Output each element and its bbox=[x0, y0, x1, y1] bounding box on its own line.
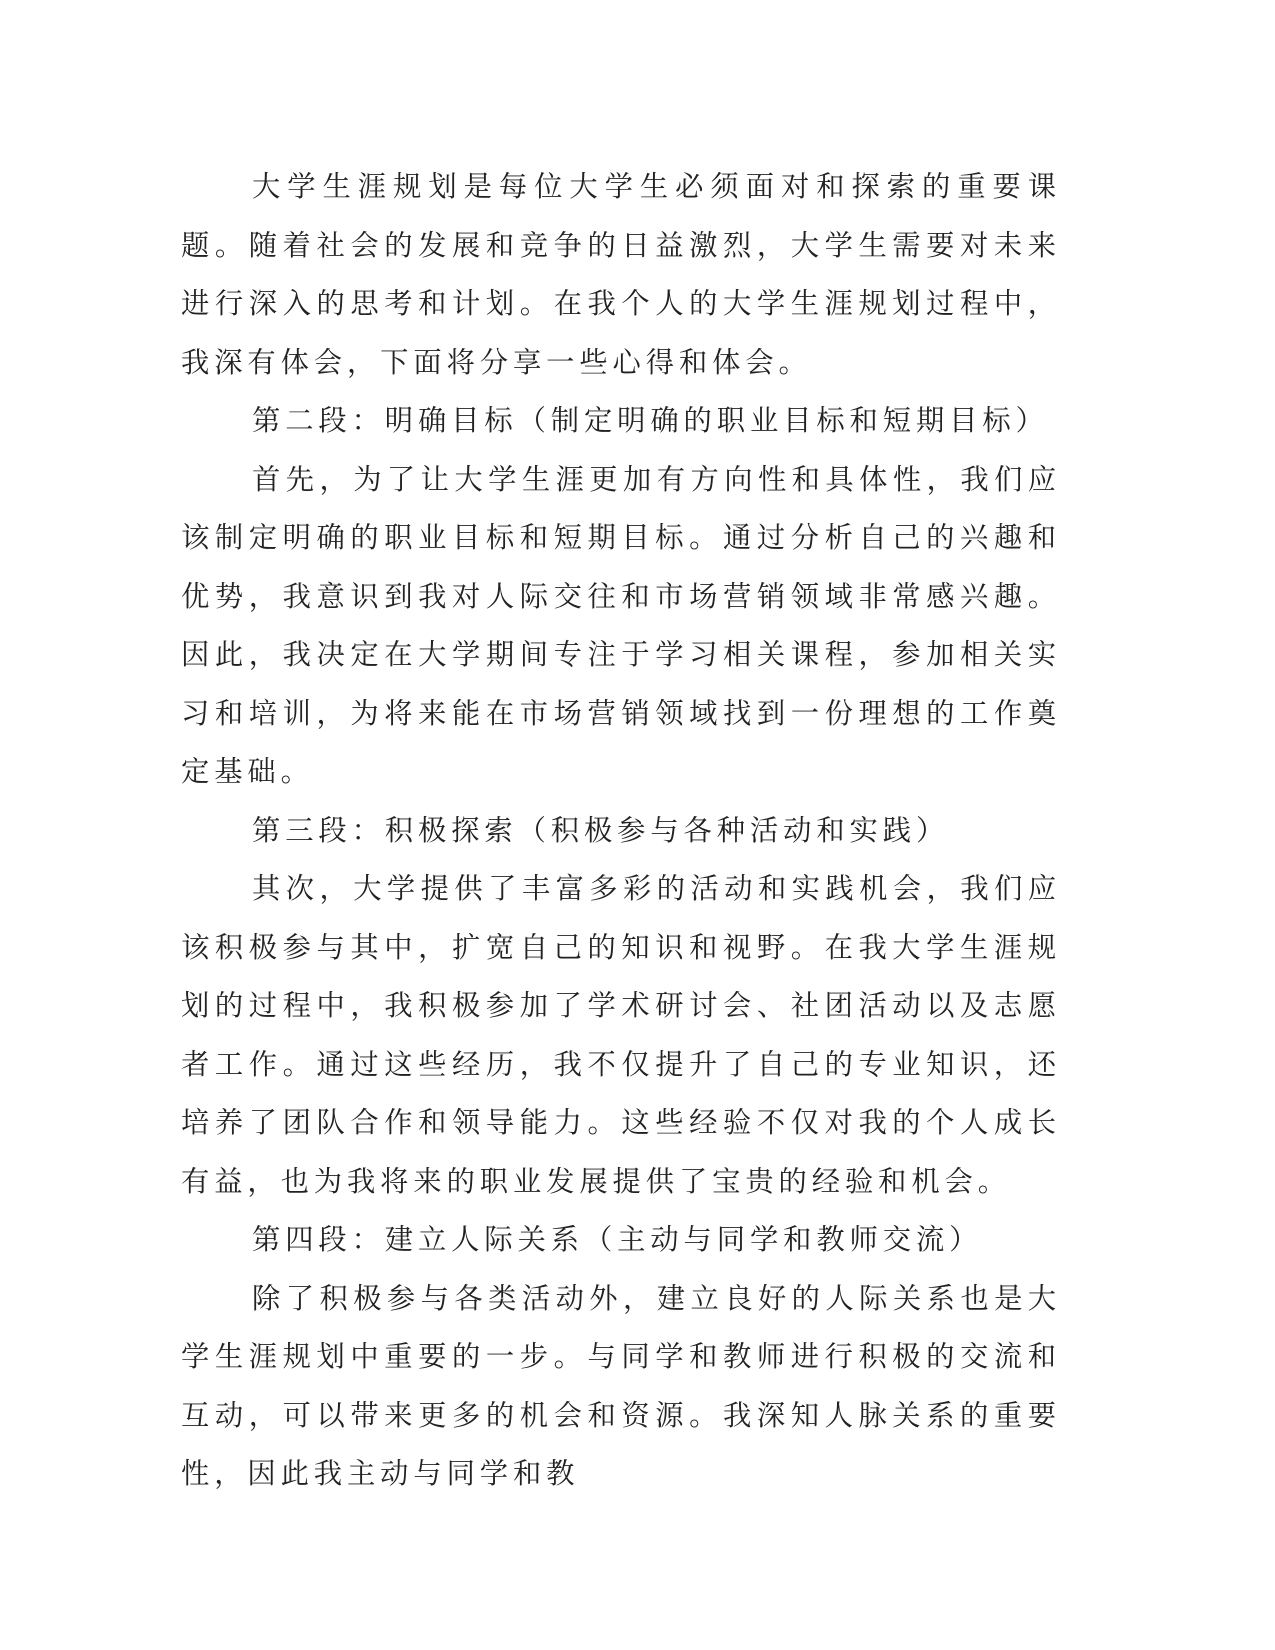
section-heading-4: 第四段：建立人际关系（主动与同学和教师交流） bbox=[252, 1223, 983, 1256]
document-body bbox=[181, 158, 1061, 1504]
paragraph-explore: 其次，大学提供了丰富多彩的活动和实践机会，我们应该积极参与其中，扩宽自己的知识和视野。在我大学生涯规划的过程中，我积极参加了学术研讨会、社团活动以及志愿者工作。通过这些经历，我不仅提升了自己的专业知识，还培养了团队合作和领导能力。这些经验不仅对我的个人成长有益，也为我将来的职业发展提供了宝贵的经验和机会。 bbox=[181, 872, 1061, 1198]
section-heading-2: 第二段：明确目标（制定明确的职业目标和短期目标） bbox=[252, 404, 1049, 437]
paragraph-relations: 除了积极参与各类活动外，建立良好的人际关系也是大学生涯规划中重要的一步。与同学和教师进行积极的交流和互动，可以带来更多的机会和资源。我深知人脉关系的重要性，因此我主动与同学和教 bbox=[181, 1281, 1061, 1490]
section-heading-3: 第三段：积极探索（积极参与各种活动和实践） bbox=[252, 813, 950, 847]
paragraph-intro: 大学生涯规划是每位大学生必须面对和探索的重要课题。随着社会的发展和竞争的日益激烈，大学生需要对未来进行深入的思考和计划。在我个人的大学生涯规划过程中，我深有体会，下面将分享一些心得和体会。 bbox=[181, 170, 1061, 379]
paragraph-goals: 首先，为了让大学生涯更加有方向性和具体性，我们应该制定明确的职业目标和短期目标。通过分析自己的兴趣和优势，我意识到我对人际交往和市场营销领域非常感兴趣。因此，我决定在大学期间专注于学习相关课程，参加相关实习和培训，为将来能在市场营销领域找到一份理想的工作奠定基础。 bbox=[181, 462, 1061, 788]
